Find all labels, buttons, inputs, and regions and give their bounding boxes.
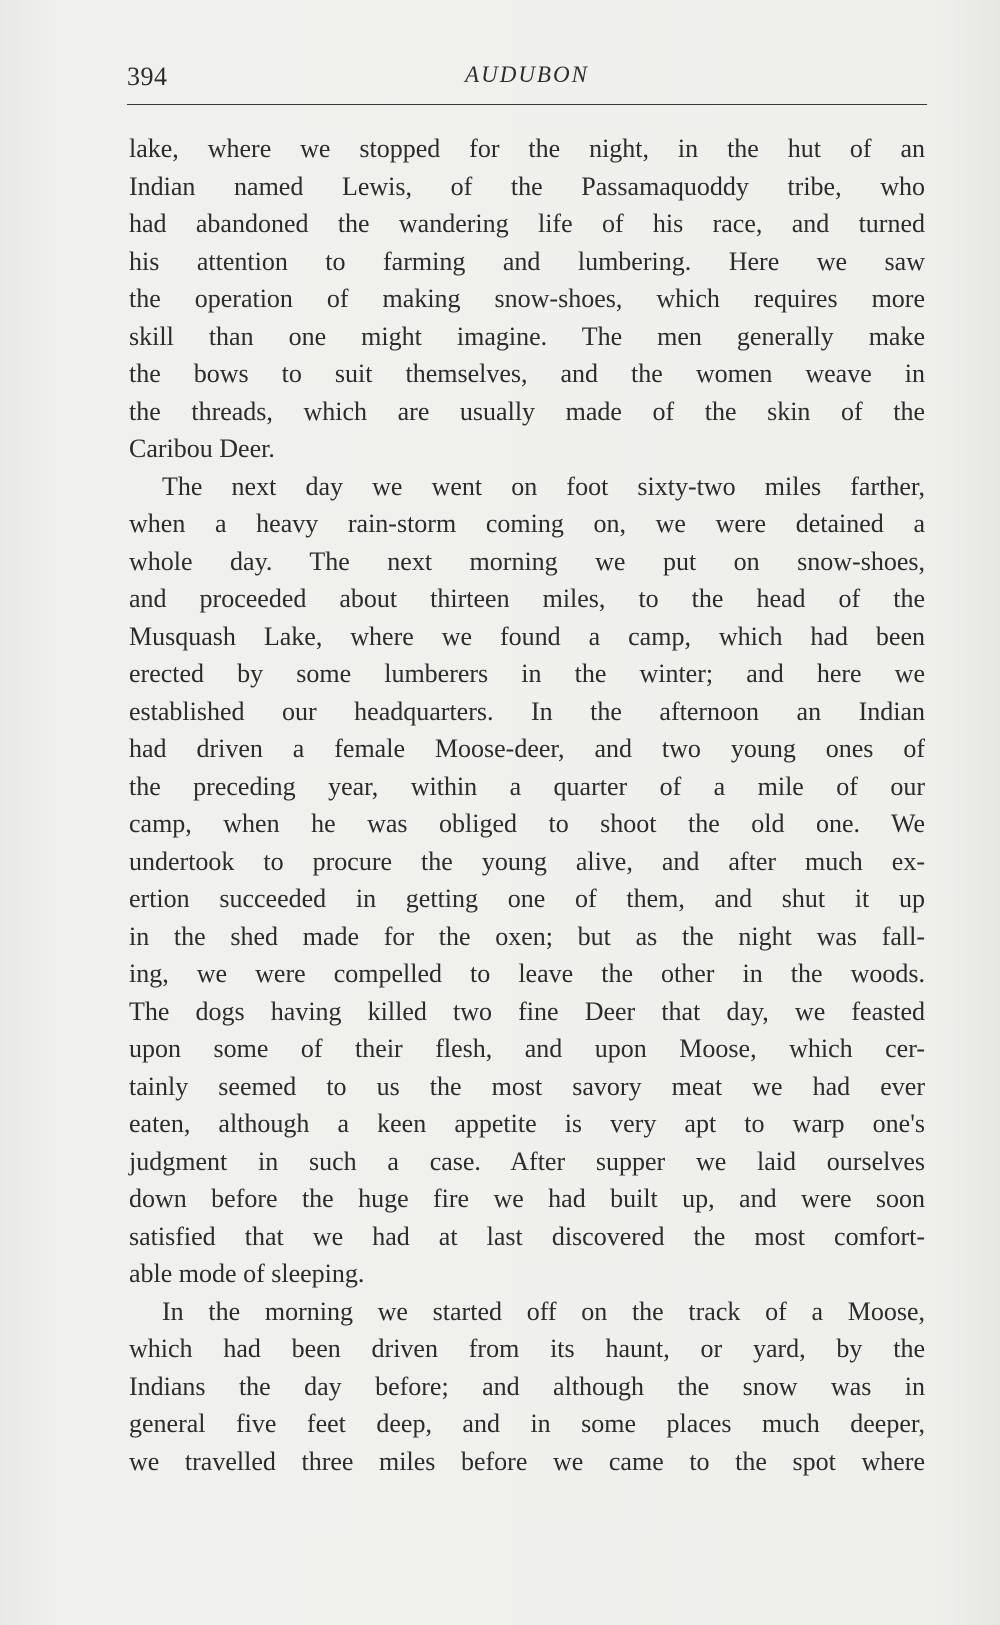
text-line: lake, where we stopped for the night, in the hut of an xyxy=(129,134,925,163)
text-line: In the morning we started off on the track of a Moose, xyxy=(162,1296,925,1326)
text-line: ertion succeeded in getting one of them, and shut it up xyxy=(129,884,925,913)
text-line: eaten, although a keen appetite is very apt to warp one's xyxy=(129,1109,925,1138)
text-line: and proceeded about thirteen miles, to the head of the xyxy=(129,584,925,613)
text-line: The dogs having killed two fine Deer that day, we feasted xyxy=(129,996,925,1026)
text-line: which had been driven from its haunt, or yard, by the xyxy=(129,1334,925,1363)
text-line: tainly seemed to us the most savory meat we had ever xyxy=(129,1071,925,1101)
text-line: down before the huge fire we had built up, and were soon xyxy=(129,1184,925,1213)
text-line: in the shed made for the oxen; but as the night was fall- xyxy=(129,921,925,951)
page-header xyxy=(127,60,927,100)
header-rule xyxy=(127,104,927,105)
text-line: able mode of sleeping. xyxy=(129,1259,365,1288)
text-line: Musquash Lake, where we found a camp, which had been xyxy=(129,621,925,651)
text-line: Indians the day before; and although the snow was in xyxy=(129,1371,925,1401)
text-line: upon some of their flesh, and upon Moose, which cer- xyxy=(129,1034,925,1063)
text-line: ing, we were compelled to leave the other in the woods. xyxy=(129,959,925,988)
text-line: had abandoned the wandering life of his race, and turned xyxy=(129,209,925,238)
text-line: erected by some lumberers in the winter; and here we xyxy=(129,659,925,688)
text-line: his attention to farming and lumbering. Here we saw xyxy=(129,246,925,276)
text-line: we travelled three miles before we came to the spot where xyxy=(129,1446,925,1476)
body-text xyxy=(129,130,925,1480)
page-number: 394 xyxy=(127,62,168,91)
text-line: The next day we went on foot sixty-two miles farther, xyxy=(162,471,925,501)
text-line: general five feet deep, and in some places much deeper, xyxy=(129,1409,925,1438)
text-line: skill than one might imagine. The men generally make xyxy=(129,321,925,351)
text-line: the preceding year, within a quarter of a mile of our xyxy=(129,771,925,801)
text-line: whole day. The next morning we put on snow-shoes, xyxy=(129,546,925,576)
text-line: the threads, which are usually made of the skin of the xyxy=(129,396,925,426)
text-line: camp, when he was obliged to shoot the old one. We xyxy=(129,809,925,838)
text-line: judgment in such a case. After supper we laid ourselves xyxy=(129,1146,925,1176)
text-line: undertook to procure the young alive, and after much ex- xyxy=(129,846,925,876)
running-title: AUDUBON xyxy=(465,62,589,87)
text-line: the operation of making snow-shoes, which requires more xyxy=(129,284,925,313)
text-line: when a heavy rain-storm coming on, we were detained a xyxy=(129,509,925,538)
text-line: Indian named Lewis, of the Passamaquoddy tribe, who xyxy=(129,171,925,201)
text-line: satisfied that we had at last discovered the most comfort- xyxy=(129,1221,925,1251)
text-line: the bows to suit themselves, and the women weave in xyxy=(129,359,925,388)
text-line: Caribou Deer. xyxy=(129,434,275,463)
text-line: had driven a female Moose-deer, and two young ones of xyxy=(129,734,925,763)
text-line: established our headquarters. In the afternoon an Indian xyxy=(129,696,925,726)
